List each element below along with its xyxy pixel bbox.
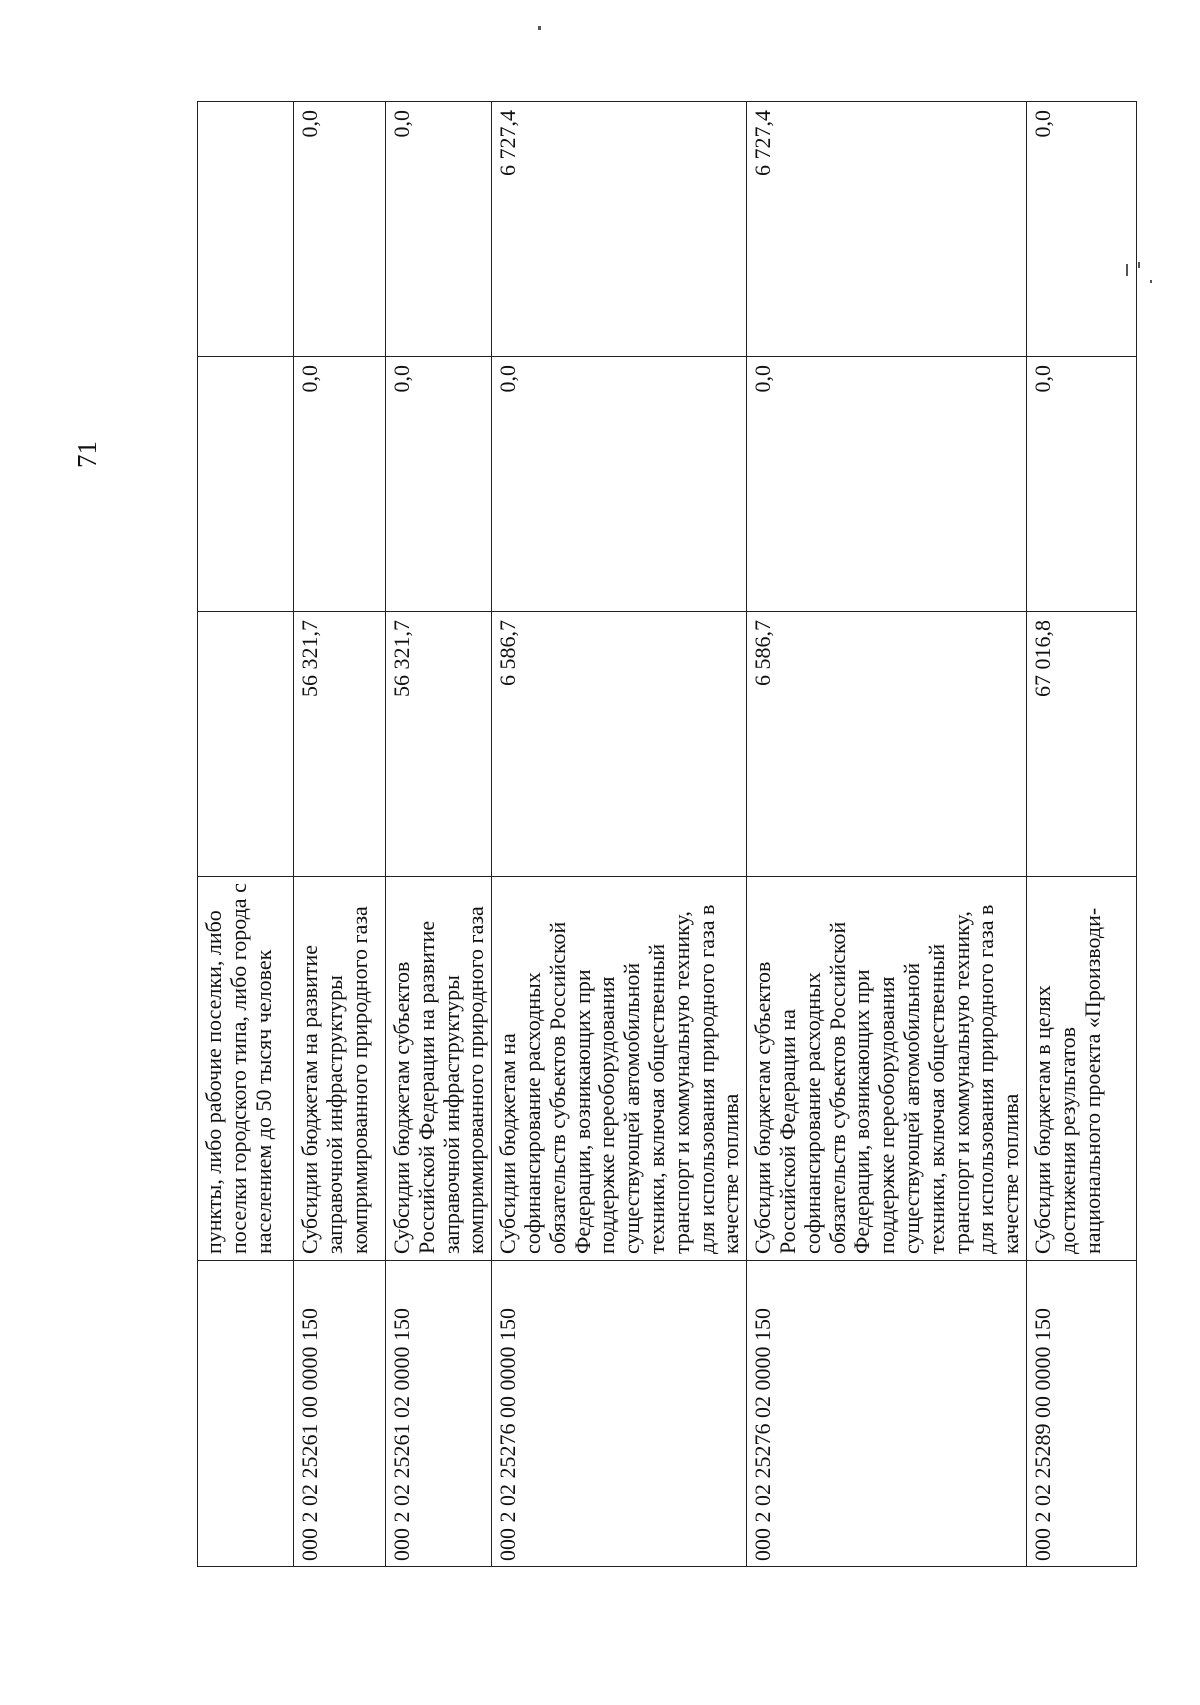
revenue-table bbox=[197, 101, 1137, 1567]
amount-cell-1: 6 586,7 bbox=[747, 612, 1027, 877]
amount-cell-2: 0,0 bbox=[747, 357, 1027, 612]
revenue-name-cell: Субсидии бюджетам субъектов Российской Федерации на развитие заправочной инфраструктуры компримированного природного газа bbox=[386, 877, 492, 1261]
amount-cell-1: 6 586,7 bbox=[492, 612, 747, 877]
amount-cell-2 bbox=[198, 357, 294, 612]
amount-cell-3: 0,0 bbox=[294, 102, 386, 357]
table-row bbox=[198, 102, 294, 1567]
amount-cell-1: 56 321,7 bbox=[386, 612, 492, 877]
scan-speck bbox=[538, 26, 541, 30]
amount-cell-3: 6 727,4 bbox=[492, 102, 747, 357]
revenue-name-cell: Субсидии бюджетам в целях достижения результатов национального проекта «Производи- bbox=[1026, 877, 1136, 1261]
budget-code-cell: 000 2 02 25276 02 0000 150 bbox=[747, 1261, 1027, 1567]
budget-code-cell: 000 2 02 25289 00 0000 150 bbox=[1026, 1261, 1136, 1567]
page-number: 71 bbox=[72, 441, 102, 468]
amount-cell-3: 0,0 bbox=[386, 102, 492, 357]
revenue-name-cell: Субсидии бюджетам на софинансирование расходных обязательств субъектов Российской Федерации, возникающих при поддержке переоборудования существующей автомобильной техники, включая общественный транспорт и коммунальную технику, для использования природного газа в качестве топлива bbox=[492, 877, 747, 1261]
amount-cell-1: 67 016,8 bbox=[1026, 612, 1136, 877]
table-row bbox=[294, 102, 386, 1567]
scan-speck bbox=[1150, 280, 1152, 283]
amount-cell-3 bbox=[198, 102, 294, 357]
budget-code-cell: 000 2 02 25276 00 0000 150 bbox=[492, 1261, 747, 1567]
table-row bbox=[492, 102, 747, 1567]
amount-cell-1 bbox=[198, 612, 294, 877]
table-row bbox=[1026, 102, 1136, 1567]
amount-cell-2: 0,0 bbox=[1026, 357, 1136, 612]
budget-code-cell bbox=[198, 1261, 294, 1567]
scan-speck bbox=[1138, 262, 1140, 268]
budget-code-cell: 000 2 02 25261 02 0000 150 bbox=[386, 1261, 492, 1567]
table-row bbox=[386, 102, 492, 1567]
amount-cell-3: 0,0 bbox=[1026, 102, 1136, 357]
revenue-name-cell: пункты, либо рабочие поселки, либо поселки городского типа, либо города с населением до 50 тысяч человек bbox=[198, 877, 294, 1261]
amount-cell-2: 0,0 bbox=[386, 357, 492, 612]
table-body bbox=[198, 102, 1137, 1567]
amount-cell-1: 56 321,7 bbox=[294, 612, 386, 877]
amount-cell-2: 0,0 bbox=[294, 357, 386, 612]
revenue-name-cell: Субсидии бюджетам субъектов Российской Федерации на софинансирование расходных обязательств субъектов Российской Федерации, возникающих при поддержке переоборудования существующей автомобильной техники, включая общественный транспорт и коммунальную технику, для использования природного газа в качестве топлива bbox=[747, 877, 1027, 1261]
budget-code-cell: 000 2 02 25261 00 0000 150 bbox=[294, 1261, 386, 1567]
amount-cell-3: 6 727,4 bbox=[747, 102, 1027, 357]
rotated-table-wrapper bbox=[197, 102, 1105, 1567]
amount-cell-2: 0,0 bbox=[492, 357, 747, 612]
table-row bbox=[747, 102, 1027, 1567]
revenue-name-cell: Субсидии бюджетам на развитие заправочной инфраструктуры компримированного природного газа bbox=[294, 877, 386, 1261]
